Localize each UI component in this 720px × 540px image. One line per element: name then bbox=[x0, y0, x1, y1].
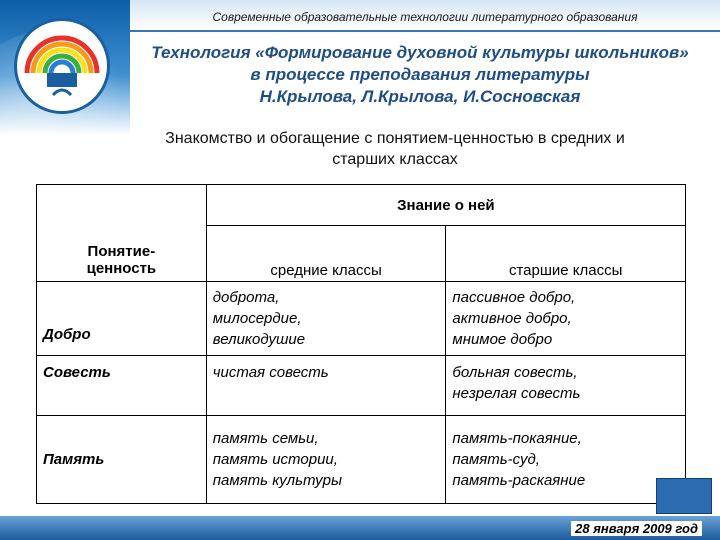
concept-cell: Совесть bbox=[37, 356, 207, 416]
title-line: в процессе преподавания литературы bbox=[250, 65, 590, 84]
merged-header: Знание о ней bbox=[206, 185, 685, 226]
concept-cell: Память bbox=[37, 416, 207, 504]
senior-cell: больная совесть, незрелая совесть bbox=[446, 356, 686, 416]
senior-cell: память-покаяние, память-суд, память-раскаяние bbox=[446, 416, 686, 504]
rainbow-logo-icon bbox=[14, 18, 110, 114]
header-text: Современные образовательные технологии литературного образования bbox=[212, 10, 638, 24]
slide-subtitle bbox=[95, 128, 695, 170]
footer-date: 28 января 2009 год bbox=[571, 521, 702, 536]
row-header-label: Понятие- ценность bbox=[37, 185, 207, 282]
column-header-middle: средние классы bbox=[206, 226, 446, 282]
middle-cell: память семьи, память истории, память культуры bbox=[206, 416, 446, 504]
middle-cell: доброта, милосердие, великодушие bbox=[206, 282, 446, 356]
middle-cell: чистая совесть bbox=[206, 356, 446, 416]
slide-title bbox=[130, 42, 710, 108]
concept-cell: Добро bbox=[37, 282, 207, 356]
subtitle-line: старших классах bbox=[332, 151, 458, 168]
values-table bbox=[36, 184, 686, 504]
senior-cell: пассивное добро, активное добро, мнимое добро bbox=[446, 282, 686, 356]
corner-decoration bbox=[656, 478, 712, 514]
subtitle-line: Знакомство и обогащение с понятием-ценностью в средних и bbox=[165, 130, 625, 147]
title-authors: Н.Крылова, Л.Крылова, И.Сосновская bbox=[259, 87, 581, 106]
column-header-senior: старшие классы bbox=[446, 226, 686, 282]
title-line: Технология «Формирование духовной культуры школьников» bbox=[151, 43, 689, 62]
